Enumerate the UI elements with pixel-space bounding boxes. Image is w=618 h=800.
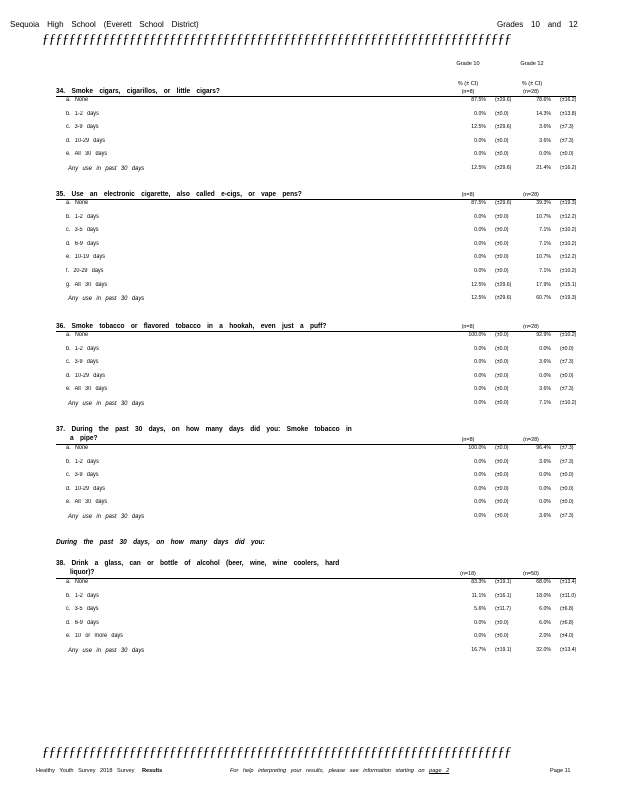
grade-12-value: 6.0% <box>539 619 551 626</box>
grade-10-ci: (±0.0) <box>495 372 509 379</box>
page-number: Page 11 <box>550 768 571 774</box>
grade-10-value: 12.5% <box>471 281 486 288</box>
grade-12-value: 17.9% <box>536 281 551 288</box>
response-row <box>56 200 576 212</box>
grade-12-ci: (±7.3) <box>560 445 574 451</box>
grade-12-value: 7.1% <box>539 268 551 274</box>
grade-12-ci: (±0.0) <box>560 499 574 506</box>
response-row <box>56 268 576 280</box>
response-label: Any use in past 30 days <box>68 165 145 172</box>
response-row <box>56 445 576 457</box>
grade-10-ci: (±0.0) <box>495 400 509 406</box>
response-row <box>56 282 576 294</box>
grade-12-ci: (±12.2) <box>560 254 577 261</box>
grade-12-ci: (±7.3) <box>560 513 574 519</box>
grade-12-ci: (±0.0) <box>560 472 574 479</box>
any-use-row <box>56 165 576 177</box>
response-row <box>56 124 576 136</box>
grade-12-value: 10.7% <box>536 254 551 261</box>
grade-12-value: 3.6% <box>539 458 551 465</box>
grade-10-ci: (±29.6) <box>495 165 512 171</box>
grade-10-ci: (±0.0) <box>495 227 509 234</box>
grade-10-value: 0.0% <box>474 458 486 465</box>
grade-10-value: 11.1% <box>471 592 486 599</box>
grade-10-header: Grade 10 <box>456 61 480 67</box>
grade-10-value: 0.0% <box>474 400 486 406</box>
grade-12-n: (n=28) <box>523 437 539 443</box>
response-label: e. All 30 days <box>66 499 108 506</box>
grade-12-ci: (±10.2) <box>560 240 577 247</box>
response-label: c. 3-5 days <box>66 227 99 234</box>
response-label: e. 10-19 days <box>66 254 105 261</box>
grade-10-ci: (±16.1) <box>495 592 512 599</box>
grade-10-ci: (±0.0) <box>495 619 509 626</box>
response-label: Any use in past 30 days <box>68 647 145 654</box>
response-label: c. 3-9 days <box>66 124 99 131</box>
grade-10-value: 0.0% <box>474 151 486 158</box>
response-row <box>56 373 576 385</box>
grade-10-value: 0.0% <box>474 213 486 220</box>
any-use-row <box>56 400 576 412</box>
grade-10-ci: (±29.6) <box>495 281 512 288</box>
question-title: 35. Use an electronic cigarette, also called e-cigs, or vape pens? <box>56 189 302 198</box>
grade-12-ci: (±7.3) <box>560 137 574 144</box>
response-label: Any use in past 30 days <box>68 295 145 303</box>
response-label: a. None <box>66 579 89 585</box>
grade-10-ci: (±11.7) <box>495 606 512 613</box>
response-label: e. 10 or more days <box>66 633 124 640</box>
grade-10-ci: (±0.0) <box>495 485 509 492</box>
response-label: b. 1-2 days <box>66 345 99 352</box>
grade-12-header: Grade 12 <box>520 61 544 67</box>
grade-12-ci: (±11.0) <box>560 592 577 599</box>
response-row <box>56 620 576 632</box>
any-use-row <box>56 295 576 307</box>
grade-10-ci: (±0.0) <box>495 345 509 352</box>
question-title: 36. Smoke tobacco or flavored tobacco in a hookah, even just a puff? <box>56 321 327 330</box>
grade-12-ci: (±0.0) <box>560 485 574 492</box>
response-label: d. 10-29 days <box>66 137 105 144</box>
response-label: c. 3-9 days <box>66 472 99 479</box>
grade-10-ci: (±19.1) <box>495 579 512 585</box>
grade-10-value: 87.5% <box>471 97 486 103</box>
grade-12-value: 21.4% <box>536 165 551 171</box>
response-row <box>56 138 576 150</box>
grade-12-value: 96.4% <box>536 445 551 451</box>
grade-12-n: (n=28) <box>523 324 539 330</box>
grade-12-stat-label: % (± CI) <box>521 81 543 87</box>
grade-12-ci: (±15.1) <box>560 281 577 288</box>
grade-10-ci: (±29.6) <box>495 97 512 103</box>
response-row <box>56 332 576 344</box>
grade-12-n: (n=28) <box>523 192 539 198</box>
grade-12-ci: (±10.2) <box>560 268 577 274</box>
grade-12-value: 7.1% <box>539 240 551 247</box>
grade-12-value: 3.6% <box>539 124 551 131</box>
grade-10-ci: (±0.0) <box>495 513 509 519</box>
grade-10-n: (n=8) <box>461 437 475 443</box>
response-row <box>56 111 576 123</box>
grade-10-value: 87.5% <box>471 200 486 206</box>
grade-10-ci: (±0.0) <box>495 359 509 366</box>
grade-10-value: 0.0% <box>474 254 486 261</box>
response-label: d. 6-9 days <box>66 619 99 626</box>
response-label: a. None <box>66 200 89 206</box>
grade-10-value: 12.5% <box>471 295 486 302</box>
grade-10-ci: (±29.6) <box>495 124 512 131</box>
grade-10-value: 0.0% <box>474 386 486 393</box>
grade-12-value: 0.0% <box>539 151 551 158</box>
grade-12-ci: (±19.3) <box>560 295 577 302</box>
response-row <box>56 386 576 398</box>
response-row <box>56 486 576 498</box>
grade-12-ci: (±0.0) <box>560 345 574 352</box>
grade-12-value: 7.1% <box>539 400 551 406</box>
response-label: c. 3-9 days <box>66 359 99 366</box>
grade-12-ci: (±13.8) <box>560 110 577 117</box>
grade-10-ci: (±0.0) <box>495 386 509 393</box>
response-row <box>56 606 576 618</box>
response-row <box>56 241 576 253</box>
grade-12-value: 60.7% <box>536 295 551 302</box>
grades-label: Grades 10 and 12 <box>497 19 578 29</box>
grade-10-value: 0.0% <box>474 513 486 519</box>
grade-10-value: 0.0% <box>474 268 486 274</box>
grade-10-value: 0.0% <box>474 110 486 117</box>
response-label: d. 10-29 days <box>66 372 105 379</box>
grade-10-ci: (±0.0) <box>495 137 509 144</box>
grade-12-n: (n=50) <box>523 571 539 577</box>
response-label: d. 10-29 days <box>66 485 105 492</box>
grade-10-value: 0.0% <box>474 633 486 640</box>
response-row <box>56 633 576 645</box>
grade-10-ci: (±0.0) <box>495 633 509 640</box>
response-row <box>56 499 576 511</box>
grade-12-ci: (±7.3) <box>560 386 574 393</box>
grade-10-n: (n=18) <box>460 571 476 577</box>
grade-12-value: 0.0% <box>539 345 551 352</box>
grade-12-ci: (±19.3) <box>560 200 577 206</box>
grade-12-ci: (±10.2) <box>560 227 577 234</box>
grade-12-value: 2.0% <box>539 633 551 640</box>
response-label: g. All 30 days <box>66 281 108 288</box>
grade-10-value: 12.5% <box>471 124 486 131</box>
grade-10-value: 83.3% <box>471 579 486 585</box>
footer-help-text: For help interpreting your results, please see information starting on <box>230 768 425 774</box>
response-label: a. None <box>66 97 89 103</box>
grade-12-ci: (±7.3) <box>560 359 574 366</box>
grade-10-n: (n=8) <box>461 192 475 198</box>
footer-help-link[interactable]: page 2 <box>429 768 450 774</box>
grade-10-n: (n=8) <box>461 324 475 330</box>
grade-10-value: 100.0% <box>468 445 486 451</box>
grade-12-value: 3.6% <box>539 359 551 366</box>
grade-10-value: 0.0% <box>474 227 486 234</box>
response-label: b. 1-2 days <box>66 213 99 220</box>
section-intro: During the past 30 days, on how many days did you: <box>56 537 265 546</box>
grade-10-value: 12.5% <box>471 165 486 171</box>
grade-12-value: 3.6% <box>539 137 551 144</box>
grade-12-ci: (±6.8) <box>560 619 574 626</box>
response-row <box>56 227 576 239</box>
grade-12-value: 10.7% <box>536 213 551 220</box>
grade-12-ci: (±6.8) <box>560 606 574 613</box>
decor-line-top: ƒƒƒƒƒƒƒƒƒƒƒƒƒƒƒƒƒƒƒƒƒƒƒƒƒƒƒƒƒƒƒƒƒƒƒƒƒƒƒƒƒƒƒƒƒƒƒƒƒƒƒƒƒƒƒƒƒƒƒƒƒƒƒƒƒƒƒƒƒƒ <box>42 32 512 47</box>
grade-10-value: 0.0% <box>474 359 486 366</box>
response-row <box>56 459 576 471</box>
grade-10-ci: (±29.6) <box>495 295 512 302</box>
grade-12-value: 32.0% <box>536 647 551 653</box>
grade-12-value: 6.0% <box>539 606 551 613</box>
grade-10-ci: (±0.0) <box>495 151 509 158</box>
grade-12-ci: (±0.0) <box>560 372 574 379</box>
grade-10-value: 16.7% <box>471 647 486 653</box>
response-label: a. None <box>66 445 89 451</box>
grade-12-ci: (±12.2) <box>560 213 577 220</box>
question-title: 37. During the past 30 days, on how many days did you: Smoke tobacco in <box>56 424 352 433</box>
grade-12-value: 3.6% <box>539 386 551 393</box>
footer-results: Results <box>142 768 163 774</box>
grade-10-ci: (±19.1) <box>495 647 512 653</box>
grade-12-value: 7.1% <box>539 227 551 234</box>
grade-12-value: 0.0% <box>539 485 551 492</box>
grade-12-value: 39.3% <box>536 200 551 206</box>
grade-10-value: 100.0% <box>468 332 486 338</box>
grade-10-ci: (±0.0) <box>495 240 509 247</box>
grade-10-ci: (±0.0) <box>495 445 509 451</box>
grade-10-ci: (±29.6) <box>495 200 512 206</box>
response-row <box>56 346 576 358</box>
response-label: b. 1-2 days <box>66 110 99 117</box>
response-label: d. 6-9 days <box>66 240 99 247</box>
grade-12-ci: (±10.2) <box>560 332 577 338</box>
grade-10-ci: (±0.0) <box>495 458 509 465</box>
response-label: b. 1-2 days <box>66 458 99 465</box>
grade-12-value: 18.0% <box>536 592 551 599</box>
grade-10-value: 0.0% <box>474 485 486 492</box>
response-label: e. All 30 days <box>66 151 108 158</box>
grade-12-ci: (±13.4) <box>560 647 577 653</box>
question-title-cont: liquor)? <box>70 567 95 576</box>
response-label: f. 20-29 days <box>66 268 104 274</box>
footer-survey <box>36 768 162 774</box>
grade-10-value: 5.6% <box>474 606 486 613</box>
response-label: Any use in past 30 days <box>68 400 145 407</box>
response-row <box>56 214 576 226</box>
response-label: c. 3-5 days <box>66 606 99 613</box>
question-title-cont: a pipe? <box>70 433 98 442</box>
grade-12-ci: (±0.0) <box>560 151 574 158</box>
response-row <box>56 579 576 591</box>
grade-12-value: 0.0% <box>539 472 551 479</box>
grade-10-ci: (±0.0) <box>495 472 509 479</box>
grade-12-value: 78.6% <box>536 97 551 103</box>
grade-12-ci: (±7.3) <box>560 458 574 465</box>
grade-10-ci: (±0.0) <box>495 268 509 274</box>
grade-10-ci: (±0.0) <box>495 254 509 261</box>
grade-10-value: 0.0% <box>474 372 486 379</box>
grade-12-ci: (±10.2) <box>560 400 577 406</box>
grade-10-ci: (±0.0) <box>495 213 509 220</box>
grade-10-value: 0.0% <box>474 619 486 626</box>
decor-line-bottom: ƒƒƒƒƒƒƒƒƒƒƒƒƒƒƒƒƒƒƒƒƒƒƒƒƒƒƒƒƒƒƒƒƒƒƒƒƒƒƒƒƒƒƒƒƒƒƒƒƒƒƒƒƒƒƒƒƒƒƒƒƒƒƒƒƒƒƒƒƒƒ <box>42 745 512 760</box>
response-row <box>56 254 576 266</box>
grade-10-value: 0.0% <box>474 240 486 247</box>
response-label: b. 1-2 days <box>66 592 99 599</box>
school-title: Sequoia High School (Everett School District) <box>10 19 199 29</box>
grade-12-n: (n=28) <box>523 89 539 95</box>
grade-12-value: 0.0% <box>539 499 551 506</box>
grade-12-ci: (±16.2) <box>560 97 577 103</box>
grade-12-value: 0.0% <box>539 372 551 379</box>
grade-12-ci: (±13.4) <box>560 579 577 585</box>
grade-12-ci: (±4.0) <box>560 633 574 640</box>
grade-12-value: 68.0% <box>536 579 551 585</box>
grade-10-value: 0.0% <box>474 345 486 352</box>
grade-10-ci: (±0.0) <box>495 499 509 506</box>
grade-12-ci: (±7.3) <box>560 124 574 131</box>
grade-12-ci: (±16.2) <box>560 165 577 171</box>
grade-10-ci: (±0.0) <box>495 332 509 338</box>
grade-10-value: 0.0% <box>474 137 486 144</box>
grade-12-value: 3.6% <box>539 513 551 519</box>
grade-10-value: 0.0% <box>474 472 486 479</box>
grade-10-value: 0.0% <box>474 499 486 506</box>
response-label: Any use in past 30 days <box>68 513 145 520</box>
question-title: 34. Smoke cigars, cigarillos, or little cigars? <box>56 86 220 95</box>
response-row <box>56 97 576 109</box>
footer-help <box>230 768 449 774</box>
response-label: e. All 30 days <box>66 386 108 393</box>
any-use-row <box>56 647 576 659</box>
response-row <box>56 359 576 371</box>
response-row <box>56 151 576 163</box>
footer-survey-name: Healthy Youth Survey 2018 Survey <box>36 768 135 774</box>
grade-10-ci: (±0.0) <box>495 110 509 117</box>
grade-12-value: 14.3% <box>536 110 551 117</box>
grade-10-stat-label: % (± CI) <box>457 81 479 87</box>
response-label: a. None <box>66 332 89 338</box>
any-use-row <box>56 513 576 525</box>
grade-12-value: 92.9% <box>536 332 551 338</box>
response-row <box>56 472 576 484</box>
grade-10-n: (n=8) <box>461 89 475 95</box>
response-row <box>56 593 576 605</box>
question-title: 38. Drink a glass, can or bottle of alcohol (beer, wine, wine coolers, hard <box>56 558 340 567</box>
